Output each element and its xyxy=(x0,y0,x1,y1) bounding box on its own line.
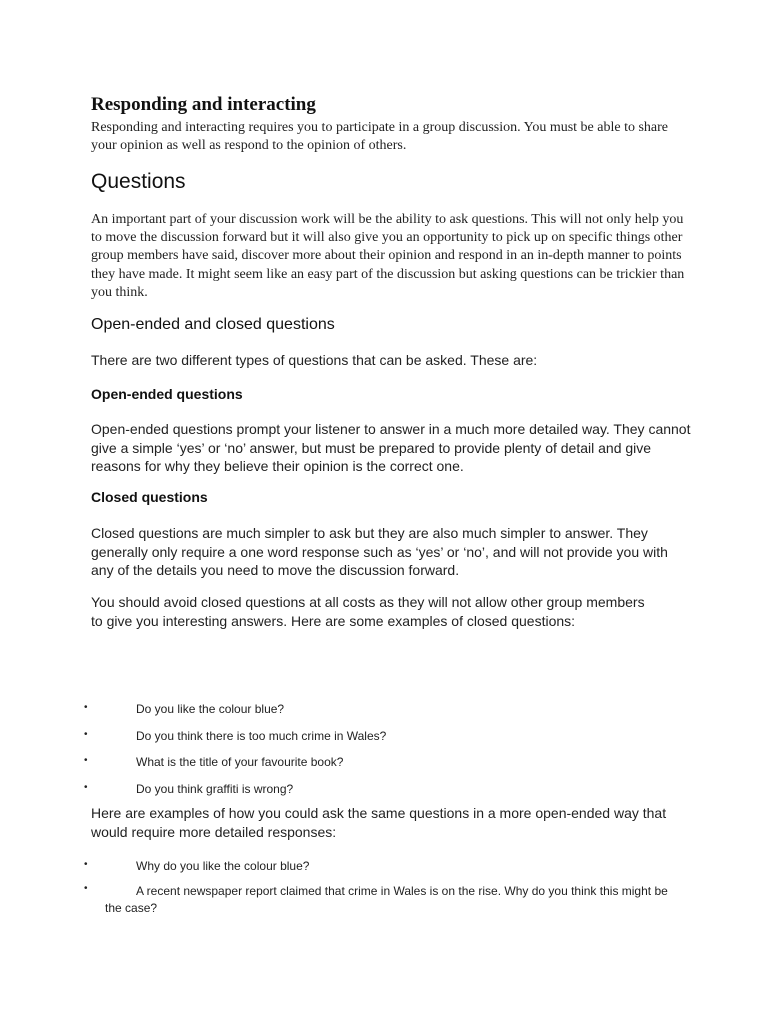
list-item-text: Do you think graffiti is wrong? xyxy=(136,781,294,796)
list-item-text: Do you think there is too much crime in Wales? xyxy=(136,728,387,743)
bullet-icon: • xyxy=(84,755,88,766)
questions-paragraph: An important part of your discussion work will be the ability to ask questions. This will not only help you to move the discussion forward but it will also give you an opportunity to pick up on specific things other group members have said, discover more about their opinion and respond in an in-depth manner to points they have made. It might seem like an easy part of the discussion but asking questions can be trickier than you think. xyxy=(91,212,685,300)
bullet-icon: • xyxy=(84,728,88,740)
bullet-icon: • xyxy=(84,702,88,713)
list-item xyxy=(0,859,768,883)
list-item xyxy=(0,755,768,782)
open-closed-heading: Open-ended and closed questions xyxy=(91,316,335,333)
list-item xyxy=(0,702,768,729)
bullet-icon: • xyxy=(84,883,88,894)
list-item-text: Do you like the colour blue? xyxy=(136,702,285,716)
bullet-icon: • xyxy=(84,781,88,793)
examples-paragraph: Here are examples of how you could ask the same questions in a more open-ended way that would require more detailed responses: xyxy=(91,805,667,840)
closed-paragraph: Closed questions are much simpler to ask but they are also much simpler to answer. They generally only require a one word response such as ‘yes’ or ‘no’, and will not provide you with any of the details you need to move the discussion forward. xyxy=(91,525,668,578)
bullet-icon: • xyxy=(84,859,88,870)
list-item-text: A recent newspaper report claimed that crime in Wales is on the rise. Why do you think this might be the case? xyxy=(105,884,668,915)
list-item xyxy=(0,729,768,756)
main-heading: Responding and interacting xyxy=(91,94,316,115)
avoid-paragraph: You should avoid closed questions at all costs as they will not allow other group members to give you interesting answers. Here are some examples of closed questions: xyxy=(91,594,645,629)
list-item xyxy=(0,883,768,923)
closed-heading: Closed questions xyxy=(91,489,208,505)
open-ended-paragraph: Open-ended questions prompt your listener to answer in a much more detailed way. They cannot give a simple ‘yes’ or ‘no’ answer, but must be prepared to provide plenty of detail and give reasons for why they believe their opinion is the correct one. xyxy=(91,421,691,474)
closed-examples-list xyxy=(0,702,768,808)
open-ended-heading: Open-ended questions xyxy=(91,386,243,402)
list-item-text: What is the title of your favourite book? xyxy=(136,755,344,769)
types-paragraph: There are two different types of questions that can be asked. These are: xyxy=(91,352,538,368)
open-examples-list xyxy=(0,859,768,923)
questions-heading: Questions xyxy=(91,170,186,193)
intro-paragraph: Responding and interacting requires you to participate in a group discussion. You must be able to share your opinion as well as respond to the opinion of others. xyxy=(91,120,669,153)
list-item-text: Why do you like the colour blue? xyxy=(136,859,310,873)
